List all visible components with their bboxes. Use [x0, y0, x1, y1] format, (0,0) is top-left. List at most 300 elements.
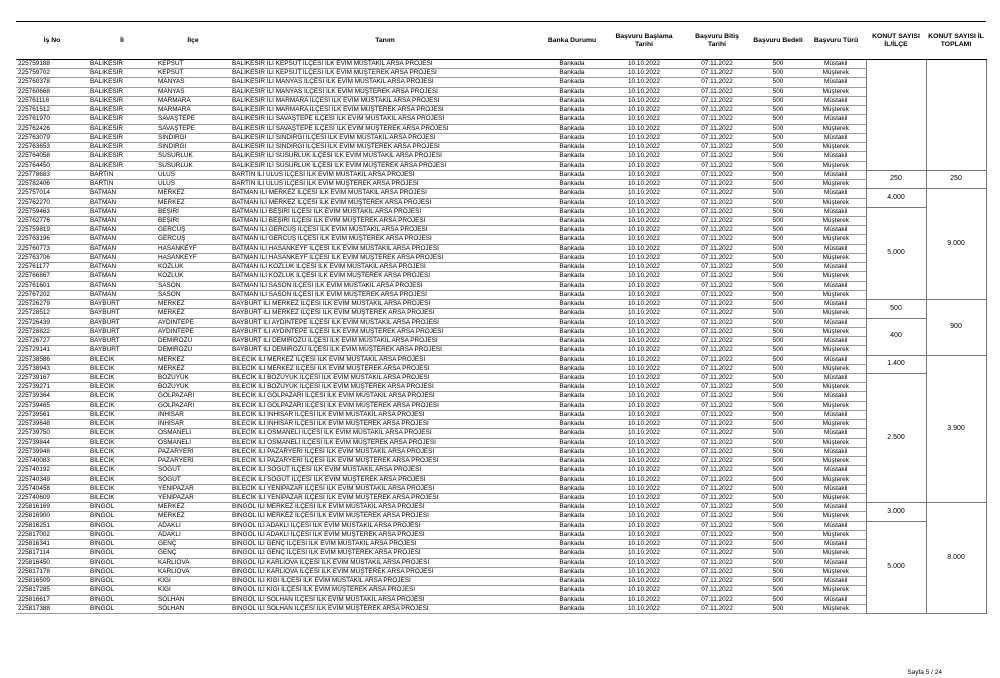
- cell-banka-durumu: Bankada: [540, 78, 604, 87]
- cell-il: BAYBURT: [88, 300, 156, 309]
- cell-bedel: 500: [750, 327, 806, 336]
- cell-bitis-tarihi: 07.11.2022: [684, 401, 750, 410]
- cell-il: BİNGÖL: [88, 521, 156, 530]
- konut-toplam-cell: 9.000: [926, 189, 986, 300]
- cell-bedel: 500: [750, 577, 806, 586]
- cell-is-no: 225729141: [16, 346, 88, 355]
- cell-baslama-tarihi: 10.10.2022: [604, 244, 684, 253]
- cell-il: BALIKESİR: [88, 60, 156, 69]
- cell-bedel: 500: [750, 447, 806, 456]
- cell-tanim: BATMAN İLİ SASON İLÇESİ İLK EVİM MÜSTAKİL ARSA PROJESİ: [230, 281, 540, 290]
- cell-bitis-tarihi: 07.11.2022: [684, 438, 750, 447]
- cell-tur: Müşterek: [806, 69, 866, 78]
- cell-banka-durumu: Bankada: [540, 346, 604, 355]
- cell-bitis-tarihi: 07.11.2022: [684, 521, 750, 530]
- cell-banka-durumu: Bankada: [540, 337, 604, 346]
- cell-bitis-tarihi: 07.11.2022: [684, 207, 750, 216]
- cell-is-no: 225739167: [16, 373, 88, 382]
- cell-is-no: 225759702: [16, 69, 88, 78]
- cell-tur: Müstakil: [806, 484, 866, 493]
- cell-tur: Müşterek: [806, 253, 866, 262]
- cell-bitis-tarihi: 07.11.2022: [684, 300, 750, 309]
- table-row: [16, 180, 986, 189]
- cell-banka-durumu: Bankada: [540, 226, 604, 235]
- cell-bitis-tarihi: 07.11.2022: [684, 189, 750, 198]
- cell-ilce: DEMİRÖZÜ: [156, 346, 230, 355]
- table-row: [16, 300, 986, 309]
- cell-bedel: 500: [750, 586, 806, 595]
- cell-il: BİNGÖL: [88, 503, 156, 512]
- cell-baslama-tarihi: 10.10.2022: [604, 558, 684, 567]
- cell-bitis-tarihi: 07.11.2022: [684, 346, 750, 355]
- cell-tanim: BATMAN İLİ BEŞİRİ İLÇESİ İLK EVİM MÜŞTEREK ARSA PROJESİ: [230, 216, 540, 225]
- cell-bedel: 500: [750, 355, 806, 364]
- col-ilce: İlçe: [156, 22, 230, 60]
- cell-tanim: BİLECİK İLİ SÖĞÜT İLÇESİ İLK EVİM MÜŞTEREK ARSA PROJESİ: [230, 475, 540, 484]
- cell-ilce: OSMANELİ: [156, 438, 230, 447]
- cell-baslama-tarihi: 10.10.2022: [604, 392, 684, 401]
- cell-baslama-tarihi: 10.10.2022: [604, 438, 684, 447]
- cell-banka-durumu: Bankada: [540, 595, 604, 604]
- cell-ilce: KARLIOVA: [156, 558, 230, 567]
- table-row: [16, 318, 986, 327]
- cell-bitis-tarihi: 07.11.2022: [684, 115, 750, 124]
- cell-tur: Müstakil: [806, 558, 866, 567]
- table-row: [16, 383, 986, 392]
- cell-bitis-tarihi: 07.11.2022: [684, 309, 750, 318]
- table-row: [16, 558, 986, 567]
- cell-is-no: 225763196: [16, 235, 88, 244]
- col-basvuru-bedeli: Başvuru Bedeli: [750, 22, 806, 60]
- cell-il: BİNGÖL: [88, 558, 156, 567]
- cell-ilce: KOZLUK: [156, 263, 230, 272]
- cell-tur: Müşterek: [806, 364, 866, 373]
- cell-tur: Müşterek: [806, 87, 866, 96]
- cell-il: BAYBURT: [88, 318, 156, 327]
- cell-bedel: 500: [750, 429, 806, 438]
- cell-ilce: SASON: [156, 281, 230, 290]
- cell-bitis-tarihi: 07.11.2022: [684, 281, 750, 290]
- cell-bitis-tarihi: 07.11.2022: [684, 78, 750, 87]
- konut-ilce-cell: 500: [866, 300, 926, 318]
- cell-tanim: BALIKESİR İLİ SUSURLUK İLÇESİ İLK EVİM MÜSTAKİL ARSA PROJESİ: [230, 152, 540, 161]
- cell-il: BİNGÖL: [88, 512, 156, 521]
- cell-bitis-tarihi: 07.11.2022: [684, 355, 750, 364]
- cell-ilce: AYDINTEPE: [156, 327, 230, 336]
- table-row: [16, 309, 986, 318]
- cell-bitis-tarihi: 07.11.2022: [684, 106, 750, 115]
- cell-bitis-tarihi: 07.11.2022: [684, 253, 750, 262]
- cell-bedel: 500: [750, 392, 806, 401]
- col-konut-il-ilce: KONUT SAYISI İL/İLÇE: [866, 22, 926, 60]
- cell-il: BALIKESİR: [88, 115, 156, 124]
- cell-baslama-tarihi: 10.10.2022: [604, 96, 684, 105]
- cell-banka-durumu: Bankada: [540, 373, 604, 382]
- cell-bitis-tarihi: 07.11.2022: [684, 96, 750, 105]
- cell-bedel: 500: [750, 512, 806, 521]
- cell-is-no: 225764058: [16, 152, 88, 161]
- cell-tanim: BARTIN İLİ ULUS İLÇESİ İLK EVİM MÜSTAKİL ARSA PROJESİ: [230, 170, 540, 179]
- table-row: [16, 133, 986, 142]
- cell-banka-durumu: Bankada: [540, 180, 604, 189]
- cell-is-no: 225763079: [16, 133, 88, 142]
- cell-bitis-tarihi: 07.11.2022: [684, 447, 750, 456]
- cell-tur: Müstakil: [806, 170, 866, 179]
- cell-bitis-tarihi: 07.11.2022: [684, 484, 750, 493]
- cell-ilce: İNHİSAR: [156, 410, 230, 419]
- cell-banka-durumu: Bankada: [540, 392, 604, 401]
- cell-tur: Müstakil: [806, 207, 866, 216]
- cell-banka-durumu: Bankada: [540, 263, 604, 272]
- cell-banka-durumu: Bankada: [540, 244, 604, 253]
- cell-tanim: BİLECİK İLİ YENİPAZAR İLÇESİ İLK EVİM MÜSTAKİL ARSA PROJESİ: [230, 484, 540, 493]
- cell-tur: Müşterek: [806, 309, 866, 318]
- cell-ilce: BOZÜYÜK: [156, 373, 230, 382]
- cell-banka-durumu: Bankada: [540, 401, 604, 410]
- cell-banka-durumu: Bankada: [540, 143, 604, 152]
- col-is-no: İş No: [16, 22, 88, 60]
- cell-bedel: 500: [750, 143, 806, 152]
- table-row: [16, 420, 986, 429]
- table-row: [16, 290, 986, 299]
- cell-il: BİNGÖL: [88, 595, 156, 604]
- cell-bitis-tarihi: 07.11.2022: [684, 170, 750, 179]
- cell-banka-durumu: Bankada: [540, 530, 604, 539]
- cell-tanim: BİLECİK İLİ MERKEZ İLÇESİ İLK EVİM MÜŞTEREK ARSA PROJESİ: [230, 364, 540, 373]
- konut-ilce-cell: 1.400: [866, 355, 926, 373]
- table-row: [16, 577, 986, 586]
- cell-ilce: SAVAŞTEPE: [156, 124, 230, 133]
- cell-tur: Müşterek: [806, 438, 866, 447]
- cell-bitis-tarihi: 07.11.2022: [684, 577, 750, 586]
- cell-baslama-tarihi: 10.10.2022: [604, 281, 684, 290]
- cell-bedel: 500: [750, 475, 806, 484]
- cell-tur: Müstakil: [806, 410, 866, 419]
- cell-baslama-tarihi: 10.10.2022: [604, 595, 684, 604]
- cell-tur: Müstakil: [806, 521, 866, 530]
- cell-bedel: 500: [750, 401, 806, 410]
- cell-bedel: 500: [750, 420, 806, 429]
- cell-tanim: BATMAN İLİ HASANKEYF İLÇESİ İLK EVİM MÜŞTEREK ARSA PROJESİ: [230, 253, 540, 262]
- cell-tur: Müşterek: [806, 198, 866, 207]
- cell-bedel: 500: [750, 69, 806, 78]
- cell-ilce: DEMİRÖZÜ: [156, 337, 230, 346]
- cell-tur: Müşterek: [806, 180, 866, 189]
- application-table: [16, 21, 987, 614]
- cell-tur: Müstakil: [806, 244, 866, 253]
- cell-tur: Müstakil: [806, 466, 866, 475]
- cell-il: BİLECİK: [88, 466, 156, 475]
- cell-bedel: 500: [750, 216, 806, 225]
- cell-tanim: BALIKESİR İLİ SUSURLUK İLÇESİ İLK EVİM MÜŞTEREK ARSA PROJESİ: [230, 161, 540, 170]
- table-row: [16, 401, 986, 410]
- cell-tur: Müstakil: [806, 540, 866, 549]
- cell-banka-durumu: Bankada: [540, 484, 604, 493]
- cell-is-no: 225762426: [16, 124, 88, 133]
- cell-baslama-tarihi: 10.10.2022: [604, 170, 684, 179]
- cell-banka-durumu: Bankada: [540, 512, 604, 521]
- cell-is-no: 225767202: [16, 290, 88, 299]
- cell-is-no: 225816509: [16, 577, 88, 586]
- table-row: [16, 484, 986, 493]
- cell-baslama-tarihi: 10.10.2022: [604, 373, 684, 382]
- cell-is-no: 225763706: [16, 253, 88, 262]
- table-row: [16, 337, 986, 346]
- cell-bitis-tarihi: 07.11.2022: [684, 235, 750, 244]
- col-banka-durumu: Banka Durumu: [540, 22, 604, 60]
- cell-bedel: 500: [750, 604, 806, 613]
- cell-bitis-tarihi: 07.11.2022: [684, 327, 750, 336]
- cell-bitis-tarihi: 07.11.2022: [684, 595, 750, 604]
- cell-banka-durumu: Bankada: [540, 364, 604, 373]
- cell-ilce: SOLHAN: [156, 604, 230, 613]
- cell-tanim: BAYBURT İLİ DEMİRÖZÜ İLÇESİ İLK EVİM MÜSTAKİL ARSA PROJESİ: [230, 337, 540, 346]
- table-row: [16, 586, 986, 595]
- cell-banka-durumu: Bankada: [540, 327, 604, 336]
- cell-il: BATMAN: [88, 207, 156, 216]
- cell-bitis-tarihi: 07.11.2022: [684, 530, 750, 539]
- cell-baslama-tarihi: 10.10.2022: [604, 161, 684, 170]
- cell-tur: Müşterek: [806, 346, 866, 355]
- cell-ilce: SASON: [156, 290, 230, 299]
- cell-il: BALIKESİR: [88, 133, 156, 142]
- cell-il: BALIKESİR: [88, 124, 156, 133]
- cell-banka-durumu: Bankada: [540, 152, 604, 161]
- cell-tanim: BATMAN İLİ GERCÜŞ İLÇESİ İLK EVİM MÜŞTEREK ARSA PROJESİ: [230, 235, 540, 244]
- cell-bedel: 500: [750, 281, 806, 290]
- cell-is-no: 225740083: [16, 457, 88, 466]
- cell-ilce: GENÇ: [156, 549, 230, 558]
- cell-tur: Müstakil: [806, 133, 866, 142]
- col-basvuru-turu: Başvuru Türü: [806, 22, 866, 60]
- cell-banka-durumu: Bankada: [540, 207, 604, 216]
- cell-tur: Müşterek: [806, 567, 866, 576]
- cell-is-no: 225759819: [16, 226, 88, 235]
- cell-il: BAYBURT: [88, 327, 156, 336]
- cell-is-no: 225739364: [16, 392, 88, 401]
- cell-baslama-tarihi: 10.10.2022: [604, 300, 684, 309]
- cell-is-no: 225740192: [16, 466, 88, 475]
- cell-is-no: 225782406: [16, 180, 88, 189]
- cell-tur: Müşterek: [806, 494, 866, 503]
- cell-ilce: ADAKLI: [156, 521, 230, 530]
- cell-tur: Müşterek: [806, 124, 866, 133]
- cell-banka-durumu: Bankada: [540, 60, 604, 69]
- konut-toplam-cell: 900: [926, 300, 986, 355]
- cell-tanim: BİNGÖL İLİ SOLHAN İLÇESİ İLK EVİM MÜŞTEREK ARSA PROJESİ: [230, 604, 540, 613]
- cell-baslama-tarihi: 10.10.2022: [604, 475, 684, 484]
- cell-il: BİLECİK: [88, 475, 156, 484]
- cell-il: BATMAN: [88, 263, 156, 272]
- cell-baslama-tarihi: 10.10.2022: [604, 180, 684, 189]
- cell-il: BALIKESİR: [88, 143, 156, 152]
- cell-bedel: 500: [750, 558, 806, 567]
- cell-tanim: BAYBURT İLİ MERKEZ İLÇESİ İLK EVİM MÜŞTEREK ARSA PROJESİ: [230, 309, 540, 318]
- cell-bitis-tarihi: 07.11.2022: [684, 549, 750, 558]
- cell-is-no: 225816169: [16, 503, 88, 512]
- cell-baslama-tarihi: 10.10.2022: [604, 189, 684, 198]
- cell-ilce: HASANKEYF: [156, 253, 230, 262]
- cell-tur: Müşterek: [806, 383, 866, 392]
- cell-bitis-tarihi: 07.11.2022: [684, 244, 750, 253]
- cell-il: BAYBURT: [88, 337, 156, 346]
- konut-toplam-cell: 3.900: [926, 355, 986, 503]
- cell-tur: Müstakil: [806, 115, 866, 124]
- cell-bitis-tarihi: 07.11.2022: [684, 392, 750, 401]
- cell-baslama-tarihi: 10.10.2022: [604, 235, 684, 244]
- cell-baslama-tarihi: 10.10.2022: [604, 216, 684, 225]
- cell-baslama-tarihi: 10.10.2022: [604, 327, 684, 336]
- cell-baslama-tarihi: 10.10.2022: [604, 69, 684, 78]
- cell-bitis-tarihi: 07.11.2022: [684, 290, 750, 299]
- cell-is-no: 225761512: [16, 106, 88, 115]
- cell-ilce: GERCÜŞ: [156, 226, 230, 235]
- cell-bedel: 500: [750, 300, 806, 309]
- cell-baslama-tarihi: 10.10.2022: [604, 337, 684, 346]
- cell-ilce: MERKEZ: [156, 364, 230, 373]
- cell-tur: Müstakil: [806, 300, 866, 309]
- table-row: [16, 235, 986, 244]
- konut-ilce-cell: 4.000: [866, 189, 926, 207]
- cell-ilce: SAVAŞTEPE: [156, 115, 230, 124]
- cell-il: BİNGÖL: [88, 530, 156, 539]
- cell-banka-durumu: Bankada: [540, 115, 604, 124]
- table-row: [16, 346, 986, 355]
- cell-il: BATMAN: [88, 244, 156, 253]
- cell-banka-durumu: Bankada: [540, 567, 604, 576]
- cell-bedel: 500: [750, 180, 806, 189]
- cell-tanim: BALIKESİR İLİ SINDIRGI İLÇESİ İLK EVİM MÜŞTEREK ARSA PROJESİ: [230, 143, 540, 152]
- cell-banka-durumu: Bankada: [540, 383, 604, 392]
- cell-bitis-tarihi: 07.11.2022: [684, 604, 750, 613]
- cell-ilce: GÖLPAZARI: [156, 401, 230, 410]
- cell-tanim: BALIKESİR İLİ MANYAS İLÇESİ İLK EVİM MÜŞTEREK ARSA PROJESİ: [230, 87, 540, 96]
- cell-tanim: BİNGÖL İLİ KARLIOVA İLÇESİ İLK EVİM MÜŞTEREK ARSA PROJESİ: [230, 567, 540, 576]
- konut-toplam-cell: [926, 60, 986, 171]
- cell-ilce: ULUS: [156, 170, 230, 179]
- cell-bedel: 500: [750, 115, 806, 124]
- cell-ilce: YENİPAZAR: [156, 484, 230, 493]
- cell-bitis-tarihi: 07.11.2022: [684, 503, 750, 512]
- cell-bitis-tarihi: 07.11.2022: [684, 586, 750, 595]
- cell-bitis-tarihi: 07.11.2022: [684, 226, 750, 235]
- cell-baslama-tarihi: 10.10.2022: [604, 577, 684, 586]
- cell-tanim: BALIKESİR İLİ KEPSUT İLÇESİ İLK EVİM MÜSTAKİL ARSA PROJESİ: [230, 60, 540, 69]
- cell-bedel: 500: [750, 549, 806, 558]
- cell-is-no: 225726727: [16, 337, 88, 346]
- cell-banka-durumu: Bankada: [540, 429, 604, 438]
- konut-ilce-cell: [866, 60, 926, 171]
- cell-is-no: 225728822: [16, 327, 88, 336]
- table-row: [16, 494, 986, 503]
- cell-il: BALIKESİR: [88, 152, 156, 161]
- cell-bedel: 500: [750, 78, 806, 87]
- cell-baslama-tarihi: 10.10.2022: [604, 106, 684, 115]
- cell-tur: Müşterek: [806, 272, 866, 281]
- cell-il: BATMAN: [88, 216, 156, 225]
- cell-il: BATMAN: [88, 253, 156, 262]
- col-il: İl: [88, 22, 156, 60]
- cell-is-no: 225760378: [16, 78, 88, 87]
- table-row: [16, 60, 986, 69]
- cell-tanim: BİLECİK İLİ GÖLPAZARI İLÇESİ İLK EVİM MÜŞTEREK ARSA PROJESİ: [230, 401, 540, 410]
- cell-is-no: 225816450: [16, 558, 88, 567]
- cell-tanim: BATMAN İLİ KOZLUK İLÇESİ İLK EVİM MÜŞTEREK ARSA PROJESİ: [230, 272, 540, 281]
- table-body: [16, 60, 986, 614]
- cell-bedel: 500: [750, 309, 806, 318]
- cell-is-no: 225739465: [16, 401, 88, 410]
- cell-ilce: GENÇ: [156, 540, 230, 549]
- cell-tanim: BİNGÖL İLİ ADAKLI İLÇESİ İLK EVİM MÜŞTEREK ARSA PROJESİ: [230, 530, 540, 539]
- cell-ilce: BOZÜYÜK: [156, 383, 230, 392]
- table-row: [16, 447, 986, 456]
- cell-il: BİNGÖL: [88, 604, 156, 613]
- cell-bitis-tarihi: 07.11.2022: [684, 216, 750, 225]
- cell-tur: Müstakil: [806, 595, 866, 604]
- cell-banka-durumu: Bankada: [540, 318, 604, 327]
- cell-tanim: BİLECİK İLİ OSMANELİ İLÇESİ İLK EVİM MÜŞTEREK ARSA PROJESİ: [230, 438, 540, 447]
- cell-tanim: BİLECİK İLİ BOZÜYÜK İLÇESİ İLK EVİM MÜŞTEREK ARSA PROJESİ: [230, 383, 540, 392]
- cell-baslama-tarihi: 10.10.2022: [604, 420, 684, 429]
- cell-il: BİNGÖL: [88, 549, 156, 558]
- col-basvuru-baslama: Başvuru Başlama Tarihi: [604, 22, 684, 60]
- cell-il: BATMAN: [88, 290, 156, 299]
- cell-il: BATMAN: [88, 226, 156, 235]
- cell-tanim: BİLECİK İLİ BOZÜYÜK İLÇESİ İLK EVİM MÜSTAKİL ARSA PROJESİ: [230, 373, 540, 382]
- cell-baslama-tarihi: 10.10.2022: [604, 383, 684, 392]
- cell-is-no: 225816617: [16, 595, 88, 604]
- cell-tanim: BİLECİK İLİ İNHİSAR İLÇESİ İLK EVİM MÜŞTEREK ARSA PROJESİ: [230, 420, 540, 429]
- cell-ilce: MANYAS: [156, 78, 230, 87]
- cell-baslama-tarihi: 10.10.2022: [604, 226, 684, 235]
- cell-tanim: BATMAN İLİ HASANKEYF İLÇESİ İLK EVİM MÜSTAKİL ARSA PROJESİ: [230, 244, 540, 253]
- cell-baslama-tarihi: 10.10.2022: [604, 87, 684, 96]
- cell-bitis-tarihi: 07.11.2022: [684, 143, 750, 152]
- cell-bitis-tarihi: 07.11.2022: [684, 272, 750, 281]
- cell-is-no: 225816251: [16, 521, 88, 530]
- cell-baslama-tarihi: 10.10.2022: [604, 78, 684, 87]
- cell-bitis-tarihi: 07.11.2022: [684, 466, 750, 475]
- cell-ilce: İNHİSAR: [156, 420, 230, 429]
- cell-ilce: SOLHAN: [156, 595, 230, 604]
- table-row: [16, 466, 986, 475]
- cell-il: BİLECİK: [88, 420, 156, 429]
- cell-bedel: 500: [750, 494, 806, 503]
- cell-banka-durumu: Bankada: [540, 558, 604, 567]
- cell-banka-durumu: Bankada: [540, 69, 604, 78]
- cell-is-no: 225778683: [16, 170, 88, 179]
- cell-tur: Müstakil: [806, 373, 866, 382]
- cell-bedel: 500: [750, 161, 806, 170]
- cell-is-no: 225817285: [16, 586, 88, 595]
- cell-is-no: 225738586: [16, 355, 88, 364]
- cell-baslama-tarihi: 10.10.2022: [604, 521, 684, 530]
- cell-is-no: 225761118: [16, 96, 88, 105]
- cell-baslama-tarihi: 10.10.2022: [604, 133, 684, 142]
- cell-is-no: 225759188: [16, 60, 88, 69]
- cell-is-no: 225761601: [16, 281, 88, 290]
- cell-il: BALIKESİR: [88, 69, 156, 78]
- table-row: [16, 327, 986, 336]
- cell-bitis-tarihi: 07.11.2022: [684, 494, 750, 503]
- cell-tanim: BİLECİK İLİ GÖLPAZARI İLÇESİ İLK EVİM MÜSTAKİL ARSA PROJESİ: [230, 392, 540, 401]
- cell-baslama-tarihi: 10.10.2022: [604, 567, 684, 576]
- cell-tanim: BATMAN İLİ MERKEZ İLÇESİ İLK EVİM MÜŞTEREK ARSA PROJESİ: [230, 198, 540, 207]
- cell-bitis-tarihi: 07.11.2022: [684, 373, 750, 382]
- cell-baslama-tarihi: 10.10.2022: [604, 290, 684, 299]
- cell-il: BİLECİK: [88, 429, 156, 438]
- cell-is-no: 225757014: [16, 189, 88, 198]
